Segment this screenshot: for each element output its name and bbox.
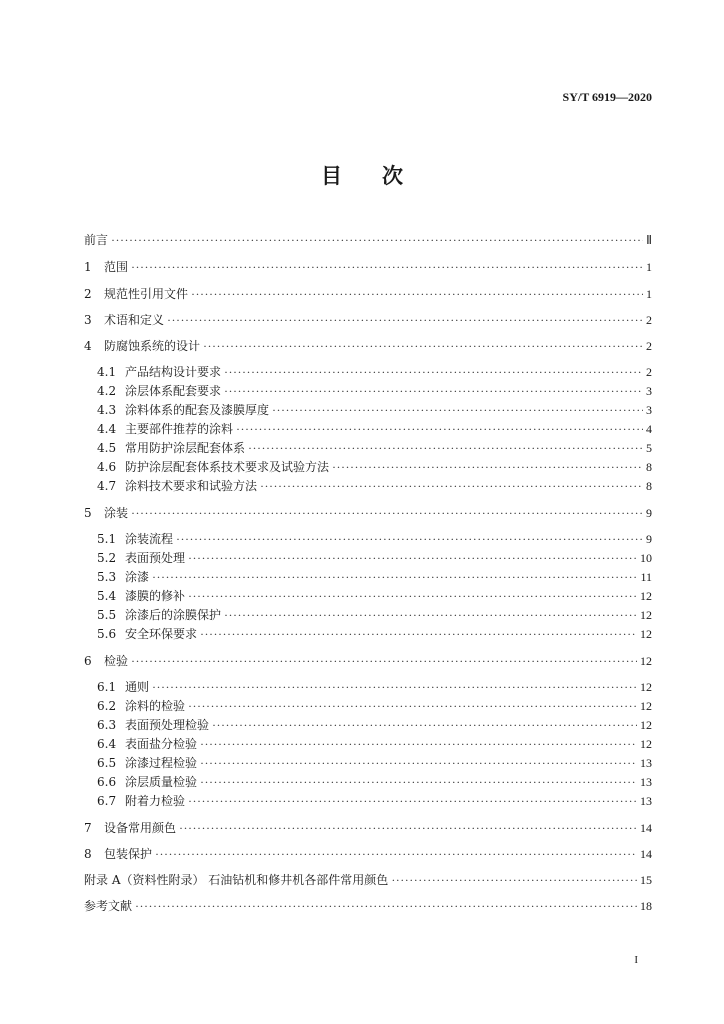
toc-page: 12 bbox=[640, 680, 652, 694]
leader-dots bbox=[131, 653, 637, 669]
toc-page: 14 bbox=[640, 821, 652, 835]
standard-number: SY/T 6919—2020 bbox=[562, 90, 652, 104]
toc-page: 12 bbox=[640, 589, 652, 603]
leader-dots bbox=[176, 531, 643, 547]
toc-page: 13 bbox=[640, 756, 652, 770]
leader-dots bbox=[155, 846, 637, 862]
toc-entry-6-1[interactable] bbox=[97, 679, 652, 695]
toc-entry-7[interactable] bbox=[84, 820, 652, 836]
toc-label: 表面预处理检验 bbox=[125, 718, 210, 732]
toc-label: 参考文献 bbox=[84, 899, 133, 913]
leader-dots bbox=[212, 717, 637, 733]
toc-entry-4-7[interactable] bbox=[97, 478, 652, 494]
toc-label: 附着力检验 bbox=[125, 794, 186, 808]
toc-num: 5.2 bbox=[97, 551, 117, 565]
toc-entry-6[interactable] bbox=[84, 653, 652, 669]
toc-num: 6.5 bbox=[97, 756, 117, 770]
toc-entry-1[interactable] bbox=[84, 259, 652, 275]
toc-num: 6.3 bbox=[97, 718, 117, 732]
toc-entry-6-5[interactable] bbox=[97, 755, 652, 771]
toc-label: 涂漆后的涂膜保护 bbox=[125, 608, 222, 622]
toc-num: 1 bbox=[84, 260, 92, 274]
toc-num: 6.4 bbox=[97, 737, 117, 751]
toc-page: 2 bbox=[646, 339, 652, 353]
toc-page: 14 bbox=[640, 847, 652, 861]
toc-page: 12 bbox=[640, 608, 652, 622]
toc-page: 1 bbox=[646, 260, 652, 274]
leader-dots bbox=[200, 774, 637, 790]
toc-page: 9 bbox=[646, 506, 652, 520]
leader-dots bbox=[179, 820, 637, 836]
toc-entry-annex-a[interactable] bbox=[84, 872, 652, 888]
leader-dots bbox=[131, 505, 643, 521]
toc-label: 涂装 bbox=[104, 506, 129, 520]
page-title: 目次 bbox=[321, 163, 443, 188]
leader-dots bbox=[260, 478, 643, 494]
toc-label: 范围 bbox=[104, 260, 129, 274]
toc-label: 涂装流程 bbox=[125, 532, 174, 546]
toc-entry-6-3[interactable] bbox=[97, 717, 652, 733]
toc-page: 1 bbox=[646, 287, 652, 301]
toc-entry-6-7[interactable] bbox=[97, 793, 652, 809]
toc-page: 12 bbox=[640, 654, 652, 668]
leader-dots bbox=[152, 569, 637, 585]
toc-num: 3 bbox=[84, 313, 92, 327]
toc-label: 主要部件推荐的涂料 bbox=[125, 422, 234, 436]
leader-dots bbox=[167, 312, 643, 328]
toc-page: 11 bbox=[640, 570, 652, 584]
toc-page: 12 bbox=[640, 718, 652, 732]
toc-num: 4.7 bbox=[97, 479, 117, 493]
toc-entry-5-4[interactable] bbox=[97, 588, 652, 604]
toc-label: 术语和定义 bbox=[104, 313, 165, 327]
toc-num: 6.1 bbox=[97, 680, 117, 694]
toc-entry-5[interactable] bbox=[84, 505, 652, 521]
toc-label: 设备常用颜色 bbox=[104, 821, 177, 835]
toc-entry-4-4[interactable] bbox=[97, 421, 652, 437]
toc-label: 表面预处理 bbox=[125, 551, 186, 565]
toc-label: 涂漆过程检验 bbox=[125, 756, 198, 770]
leader-dots bbox=[200, 736, 637, 752]
toc-label: 产品结构设计要求 bbox=[125, 365, 222, 379]
toc-label: 包装保护 bbox=[104, 847, 153, 861]
toc-entry-5-5[interactable] bbox=[97, 607, 652, 623]
toc-label: 涂层质量检验 bbox=[125, 775, 198, 789]
toc-entry-8[interactable] bbox=[84, 846, 652, 862]
leader-dots bbox=[188, 698, 637, 714]
leader-dots bbox=[191, 286, 643, 302]
toc-page: 15 bbox=[640, 873, 652, 887]
toc-page: 18 bbox=[640, 899, 652, 913]
toc-page: 2 bbox=[646, 313, 652, 327]
page-number: I bbox=[634, 954, 638, 966]
toc-page: 3 bbox=[646, 384, 652, 398]
toc-page: 13 bbox=[640, 794, 652, 808]
leader-dots bbox=[200, 755, 637, 771]
toc-entry-5-3[interactable] bbox=[97, 569, 652, 585]
leader-dots bbox=[391, 872, 637, 888]
toc-label: 检验 bbox=[104, 654, 129, 668]
toc-entry-5-1[interactable] bbox=[97, 531, 652, 547]
toc-num: 4.3 bbox=[97, 403, 117, 417]
toc-label: 涂料体系的配套及漆膜厚度 bbox=[125, 403, 270, 417]
toc-page: Ⅱ bbox=[646, 233, 652, 247]
toc-page: 5 bbox=[646, 441, 652, 455]
toc-page: 10 bbox=[640, 551, 652, 565]
toc-label: 常用防护涂层配套体系 bbox=[125, 441, 246, 455]
toc-entry-6-2[interactable] bbox=[97, 698, 652, 714]
leader-dots bbox=[203, 338, 643, 354]
toc-entry-2[interactable] bbox=[84, 286, 652, 302]
toc-num: 4.5 bbox=[97, 441, 117, 455]
toc-label: 安全环保要求 bbox=[125, 627, 198, 641]
toc-page: 12 bbox=[640, 737, 652, 751]
toc-entry-5-2[interactable] bbox=[97, 550, 652, 566]
leader-dots bbox=[188, 550, 637, 566]
leader-dots bbox=[111, 232, 643, 248]
toc-num: 4 bbox=[84, 339, 92, 353]
toc-num: 7 bbox=[84, 821, 92, 835]
leader-dots bbox=[224, 383, 643, 399]
toc-num: 6 bbox=[84, 654, 92, 668]
toc-page: 13 bbox=[640, 775, 652, 789]
toc-label: 表面盐分检验 bbox=[125, 737, 198, 751]
toc-num: 4.2 bbox=[97, 384, 117, 398]
toc-label: 漆膜的修补 bbox=[125, 589, 186, 603]
toc-entry-4-5[interactable] bbox=[97, 440, 652, 456]
toc-page: 8 bbox=[646, 460, 652, 474]
toc-entry-4-1[interactable] bbox=[97, 364, 652, 380]
toc-num: 6.6 bbox=[97, 775, 117, 789]
toc-entry-6-4[interactable] bbox=[97, 736, 652, 752]
toc-entry-6-6[interactable] bbox=[97, 774, 652, 790]
toc-label: 防护涂层配套体系技术要求及试验方法 bbox=[125, 460, 330, 474]
toc-num: 2 bbox=[84, 287, 92, 301]
toc-page: 8 bbox=[646, 479, 652, 493]
toc-entry-references[interactable] bbox=[84, 898, 652, 914]
toc-num: 4.6 bbox=[97, 460, 117, 474]
toc-entry-4-3[interactable] bbox=[97, 402, 652, 418]
toc-entry-4-6[interactable] bbox=[97, 459, 652, 475]
toc-label: 涂料技术要求和试验方法 bbox=[125, 479, 258, 493]
toc-num: 5 bbox=[84, 506, 92, 520]
toc-label: 通则 bbox=[125, 680, 150, 694]
toc-page: 3 bbox=[646, 403, 652, 417]
toc-entry-5-6[interactable] bbox=[97, 626, 652, 642]
leader-dots bbox=[248, 440, 643, 456]
leader-dots bbox=[135, 898, 637, 914]
toc-num: 4.1 bbox=[97, 365, 117, 379]
toc-label: 规范性引用文件 bbox=[104, 287, 189, 301]
leader-dots bbox=[188, 793, 637, 809]
toc-page: 2 bbox=[646, 365, 652, 379]
toc-entry-4-2[interactable] bbox=[97, 383, 652, 399]
toc-label: 涂层体系配套要求 bbox=[125, 384, 222, 398]
leader-dots bbox=[131, 259, 643, 275]
leader-dots bbox=[224, 364, 643, 380]
toc-num: 6.7 bbox=[97, 794, 117, 808]
leader-dots bbox=[332, 459, 643, 475]
toc-label: 前言 bbox=[84, 233, 109, 247]
toc-page: 9 bbox=[646, 532, 652, 546]
toc-label: 涂漆 bbox=[125, 570, 150, 584]
toc-page: 12 bbox=[640, 699, 652, 713]
toc-page: 4 bbox=[646, 422, 652, 436]
toc-entry-4[interactable] bbox=[84, 338, 652, 354]
toc-label: 涂料的检验 bbox=[125, 699, 186, 713]
toc-num: 5.6 bbox=[97, 627, 117, 641]
toc-num: 5.4 bbox=[97, 589, 117, 603]
toc-page: 12 bbox=[640, 627, 652, 641]
leader-dots bbox=[224, 607, 637, 623]
toc-num: 5.5 bbox=[97, 608, 117, 622]
toc-num: 8 bbox=[84, 847, 92, 861]
leader-dots bbox=[272, 402, 643, 418]
toc-entry-foreword[interactable] bbox=[84, 232, 652, 248]
toc-label: 附录 A（资料性附录） 石油钻机和修井机各部件常用颜色 bbox=[84, 873, 389, 887]
toc-num: 6.2 bbox=[97, 699, 117, 713]
leader-dots bbox=[152, 679, 637, 695]
leader-dots bbox=[188, 588, 637, 604]
toc-num: 5.3 bbox=[97, 570, 117, 584]
leader-dots bbox=[236, 421, 643, 437]
toc-num: 5.1 bbox=[97, 532, 117, 546]
toc-entry-3[interactable] bbox=[84, 312, 652, 328]
toc-num: 4.4 bbox=[97, 422, 117, 436]
toc-label: 防腐蚀系统的设计 bbox=[104, 339, 201, 353]
leader-dots bbox=[200, 626, 637, 642]
